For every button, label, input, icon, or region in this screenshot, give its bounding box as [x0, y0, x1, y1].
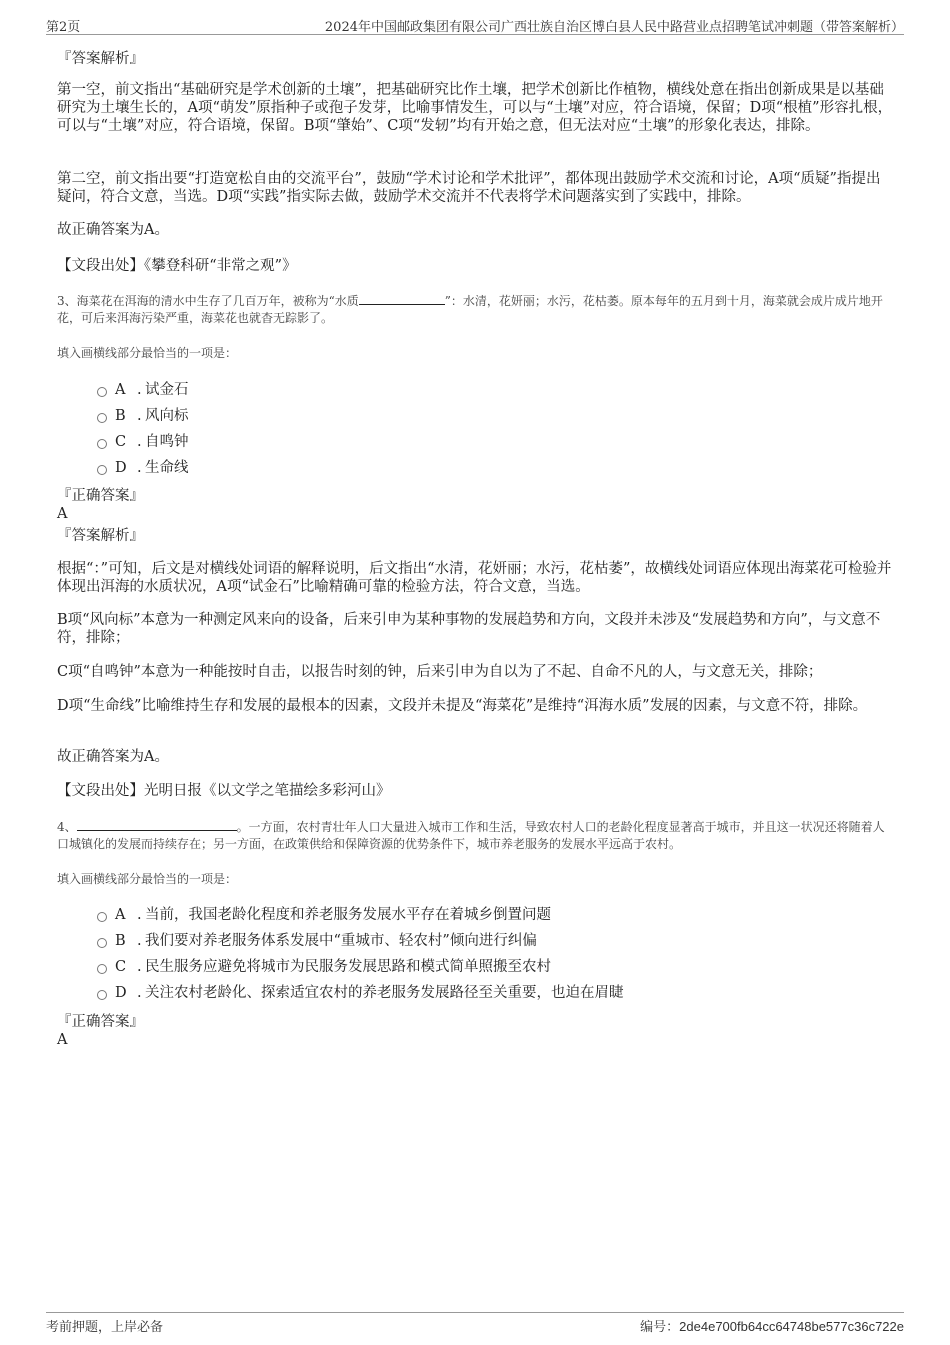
q2-analysis-para2: 第二空，前文指出要“打造宽松自由的交流平台”，鼓励“学术讨论和学术批评”，都体现出鼓励学术交流和讨论，A项“质疑”指提出疑问，符合文意，当选。D项“实践”指实际去做，鼓励学术交流并不代表将学术问题落实到了实践中，排除。	[57, 171, 881, 205]
radio-icon[interactable]	[97, 964, 107, 974]
q4-stem-number: 4、	[57, 820, 77, 834]
q4-stem-rest: 。一方面，农村青壮年人口大量进入城市工作和生活，导致农村人口的老龄化程度显著高于城市，并且这一状况还将随着人口城镇化的发展而持续存在；另一方面，在政策供给和保障资源的优势条件下，城市养老服务的发展水平远高于农村。	[57, 820, 885, 851]
q3-analysis-label: 『答案解析』	[57, 528, 144, 544]
document-code: 编号：2de4e700fb64cc64748be577c36c722e	[640, 1319, 904, 1335]
q2-analysis-label: 『答案解析』	[57, 51, 144, 67]
document-title: 2024年中国邮政集团有限公司广西壮族自治区博白县人民中路营业点招聘笔试冲刺题（带答案解析）	[324, 20, 904, 35]
q3-blank	[359, 291, 445, 305]
q2-analysis-para1: 第一空，前文指出“基础研究是学术创新的土壤”，把基础研究比作土壤，把学术创新比作植物，横线处意在指出创新成果是以基础研究为土壤生长的，A项“萌发”原指种子或孢子发芽，比喻事情发生，可以与“土壤”对应，符合语境，保留；D项“根植”形容扎根，可以与“土壤”对应，符合语境，保留。B项“肇始”、C项“发轫”均有开始之意，但无法对应“土壤”的形象化表达，排除。	[57, 82, 893, 134]
q4-option-d[interactable]: D . 关注农村老龄化、探索适宜农村的养老服务发展路径至关重要，也迫在眉睫	[97, 984, 624, 1002]
q3-conclusion: 故正确答案为A。	[57, 749, 169, 765]
footer-slogan: 考前押题，上岸必备	[46, 1320, 164, 1335]
radio-icon[interactable]	[97, 387, 107, 397]
q3-answer: A	[57, 506, 68, 522]
q3-analysis-para4: D项“生命线”比喻维持生存和发展的最根本的因素，文段并未提及“海菜花”是维持“洱海水质”发展的因素，与文意不符，排除。	[57, 698, 868, 714]
q4-blank	[77, 817, 237, 831]
radio-icon[interactable]	[97, 413, 107, 423]
radio-icon[interactable]	[97, 912, 107, 922]
q3-analysis-para1: 根据“：”可知，后文是对横线处词语的解释说明，后文指出“水清，花妍丽；水污，花枯萎”，故横线处词语应体现出海菜花可检验并体现出洱海的水质状况，A项“试金石”比喻精确可靠的检验方法，符合文意，当选。	[57, 561, 892, 595]
q2-conclusion: 故正确答案为A。	[57, 222, 169, 238]
q3-stem	[57, 291, 893, 327]
q4-option-b[interactable]: B . 我们要对养老服务体系发展中“重城市、轻农村”倾向进行纠偏	[97, 932, 537, 950]
page-header	[46, 12, 904, 35]
document-code-value: 2de4e700fb64cc64748be577c36c722e	[679, 1319, 904, 1334]
q3-option-d[interactable]: D . 生命线	[97, 459, 189, 477]
q3-prompt: 填入画横线部分最恰当的一项是：	[57, 346, 238, 360]
radio-icon[interactable]	[97, 439, 107, 449]
q3-stem-part2: ”：水清，花妍丽；水污，花枯萎。原本每年的五月到十月，海菜就会成片成片地开花，可后来洱海污染严重，海菜花也就杳无踪影了。	[57, 294, 883, 325]
q4-stem	[57, 817, 893, 853]
q4-answer-label: 『正确答案』	[57, 1014, 144, 1030]
q4-answer: A	[57, 1032, 68, 1048]
q3-analysis-para3: C项“自鸣钟”本意为一种能按时自击，以报告时刻的钟，后来引申为自以为了不起、自命不凡的人，与文意无关，排除；	[57, 664, 823, 680]
radio-icon[interactable]	[97, 938, 107, 948]
q3-option-b[interactable]: B . 风向标	[97, 407, 189, 425]
q3-analysis-para2: B项“风向标”本意为一种测定风来向的设备，后来引申为某种事物的发展趋势和方向，文段并未涉及“发展趋势和方向”，与文意不符，排除；	[57, 612, 881, 646]
q3-option-c[interactable]: C . 自鸣钟	[97, 433, 189, 451]
q3-stem-part1: 3、海菜花在洱海的清水中生存了几百万年，被称为“水质	[57, 294, 359, 308]
radio-icon[interactable]	[97, 465, 107, 475]
page-footer	[46, 1312, 904, 1339]
q3-option-a[interactable]: A . 试金石	[97, 381, 189, 399]
page-number: 第2页	[46, 20, 81, 35]
q3-answer-label: 『正确答案』	[57, 488, 144, 504]
q2-source: 【文段出处】《攀登科研“非常之观”》	[57, 258, 297, 274]
q4-prompt: 填入画横线部分最恰当的一项是：	[57, 872, 238, 886]
q4-option-c[interactable]: C . 民生服务应避免将城市为民服务发展思路和模式简单照搬至农村	[97, 958, 551, 976]
radio-icon[interactable]	[97, 990, 107, 1000]
q3-source: 【文段出处】光明日报《以文学之笔描绘多彩河山》	[57, 783, 391, 799]
q4-option-a[interactable]: A . 当前，我国老龄化程度和养老服务发展水平存在着城乡倒置问题	[97, 906, 551, 924]
